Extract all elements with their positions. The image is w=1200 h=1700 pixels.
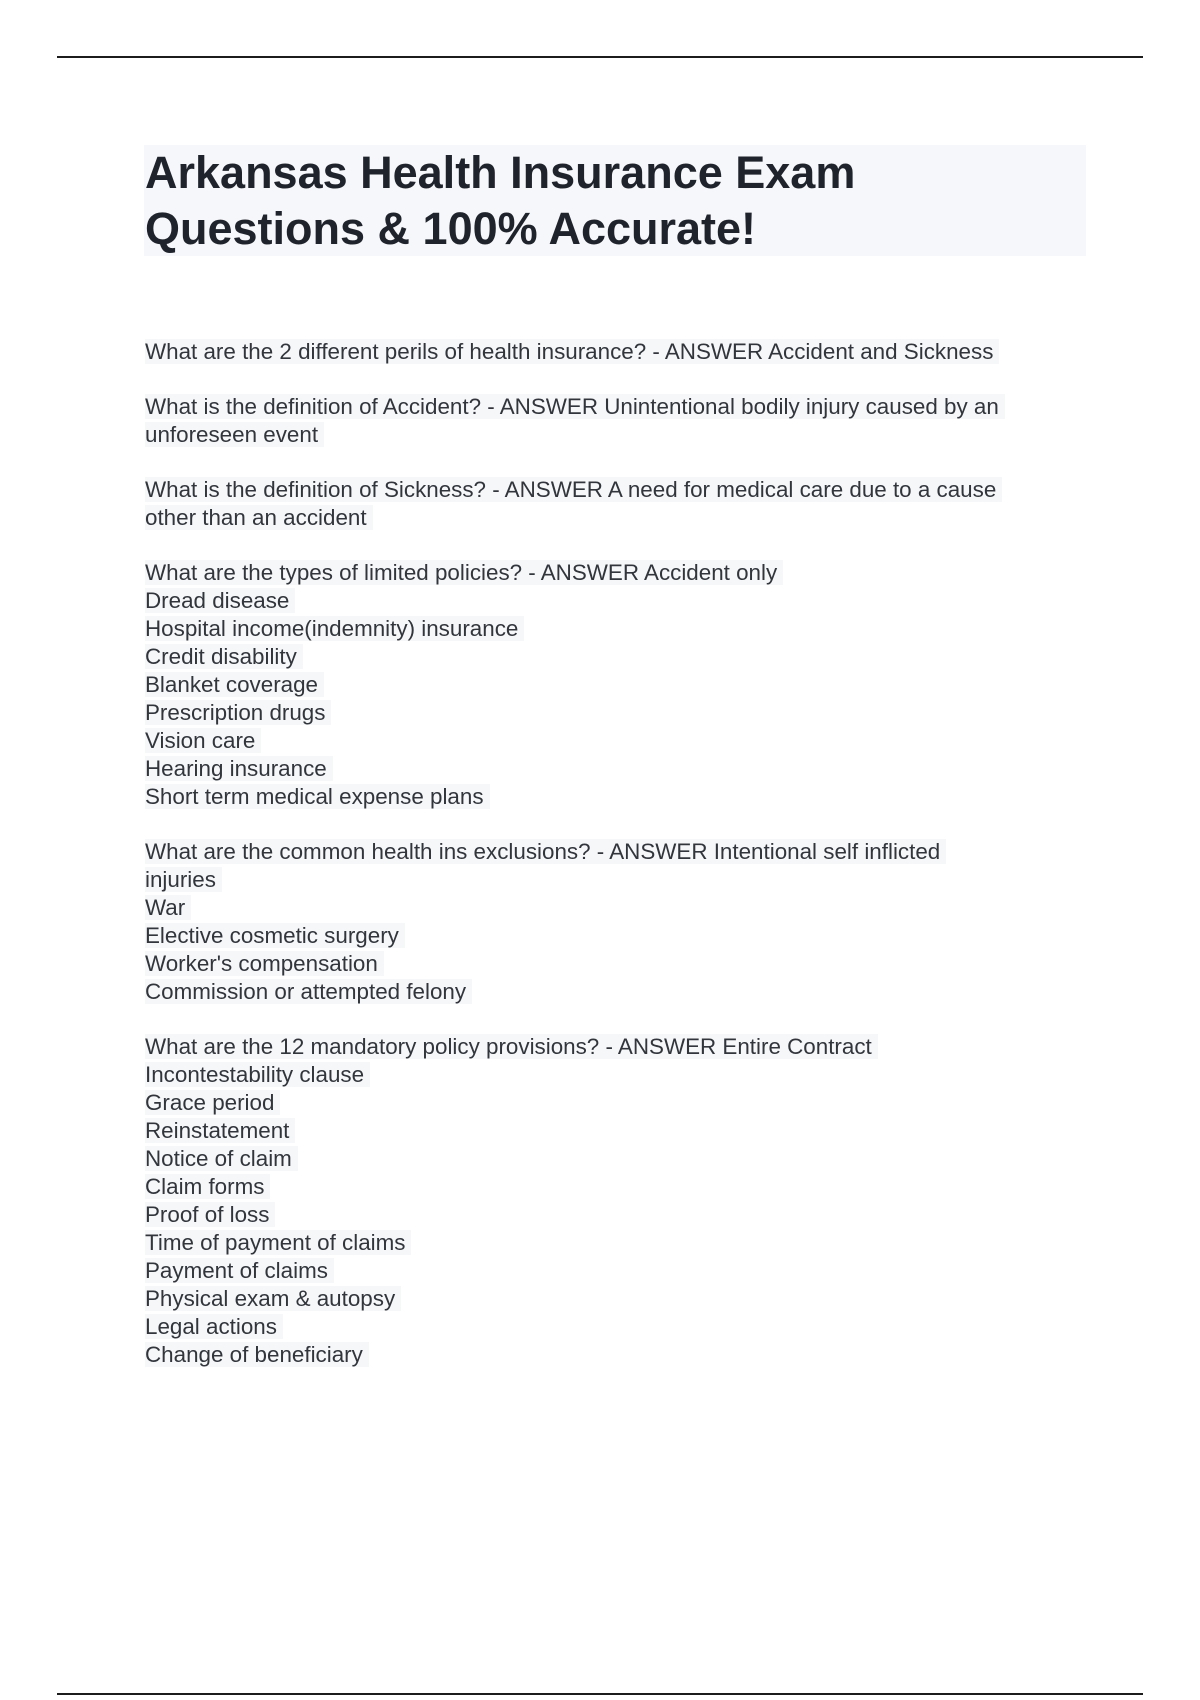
qa-line: What are the 12 mandatory policy provisions? - ANSWER Entire Contract [145,1034,878,1059]
qa-item [145,1033,1085,1369]
qa-line: Physical exam & autopsy [145,1286,401,1311]
qa-line: Vision care [145,728,261,753]
qa-line: Short term medical expense plans [145,784,490,809]
qa-line: Incontestability clause [145,1062,370,1087]
qa-line: unforeseen event [145,422,324,447]
qa-line: Reinstatement [145,1118,295,1143]
qa-line: Legal actions [145,1314,283,1339]
bottom-rule [57,1693,1143,1695]
qa-line: Hearing insurance [145,756,333,781]
qa-line: War [145,895,191,920]
qa-line: Worker's compensation [145,951,384,976]
qa-item [145,476,1085,532]
qa-line: Claim forms [145,1174,270,1199]
qa-line: Proof of loss [145,1202,275,1227]
qa-line: Credit disability [145,644,303,669]
qa-line: Notice of claim [145,1146,298,1171]
top-rule [57,56,1143,58]
document-title [144,145,1086,256]
qa-list [145,338,1085,1396]
qa-item [145,338,1085,366]
qa-line: Blanket coverage [145,672,324,697]
qa-line: Time of payment of claims [145,1230,411,1255]
qa-line: injuries [145,867,222,892]
qa-line: Commission or attempted felony [145,979,472,1004]
title-line: Questions & 100% Accurate! [145,203,757,254]
qa-line: What is the definition of Sickness? - ANSWER A need for medical care due to a cause [145,477,1002,502]
title-line: Arkansas Health Insurance Exam [145,147,856,198]
qa-line: Dread disease [145,588,295,613]
qa-line: What are the types of limited policies? - ANSWER Accident only [145,560,783,585]
qa-line: other than an accident [145,505,373,530]
qa-line: Payment of claims [145,1258,334,1283]
qa-line: What are the 2 different perils of health insurance? - ANSWER Accident and Sickness [145,339,999,364]
qa-line: What are the common health ins exclusions? - ANSWER Intentional self inflicted [145,839,946,864]
qa-line: Change of beneficiary [145,1342,369,1367]
qa-item [145,393,1085,449]
qa-line: Hospital income(indemnity) insurance [145,616,524,641]
qa-item [145,559,1085,811]
qa-line: Prescription drugs [145,700,331,725]
qa-item [145,838,1085,1006]
qa-line: What is the definition of Accident? - ANSWER Unintentional bodily injury caused by an [145,394,1005,419]
qa-line: Grace period [145,1090,280,1115]
qa-line: Elective cosmetic surgery [145,923,405,948]
